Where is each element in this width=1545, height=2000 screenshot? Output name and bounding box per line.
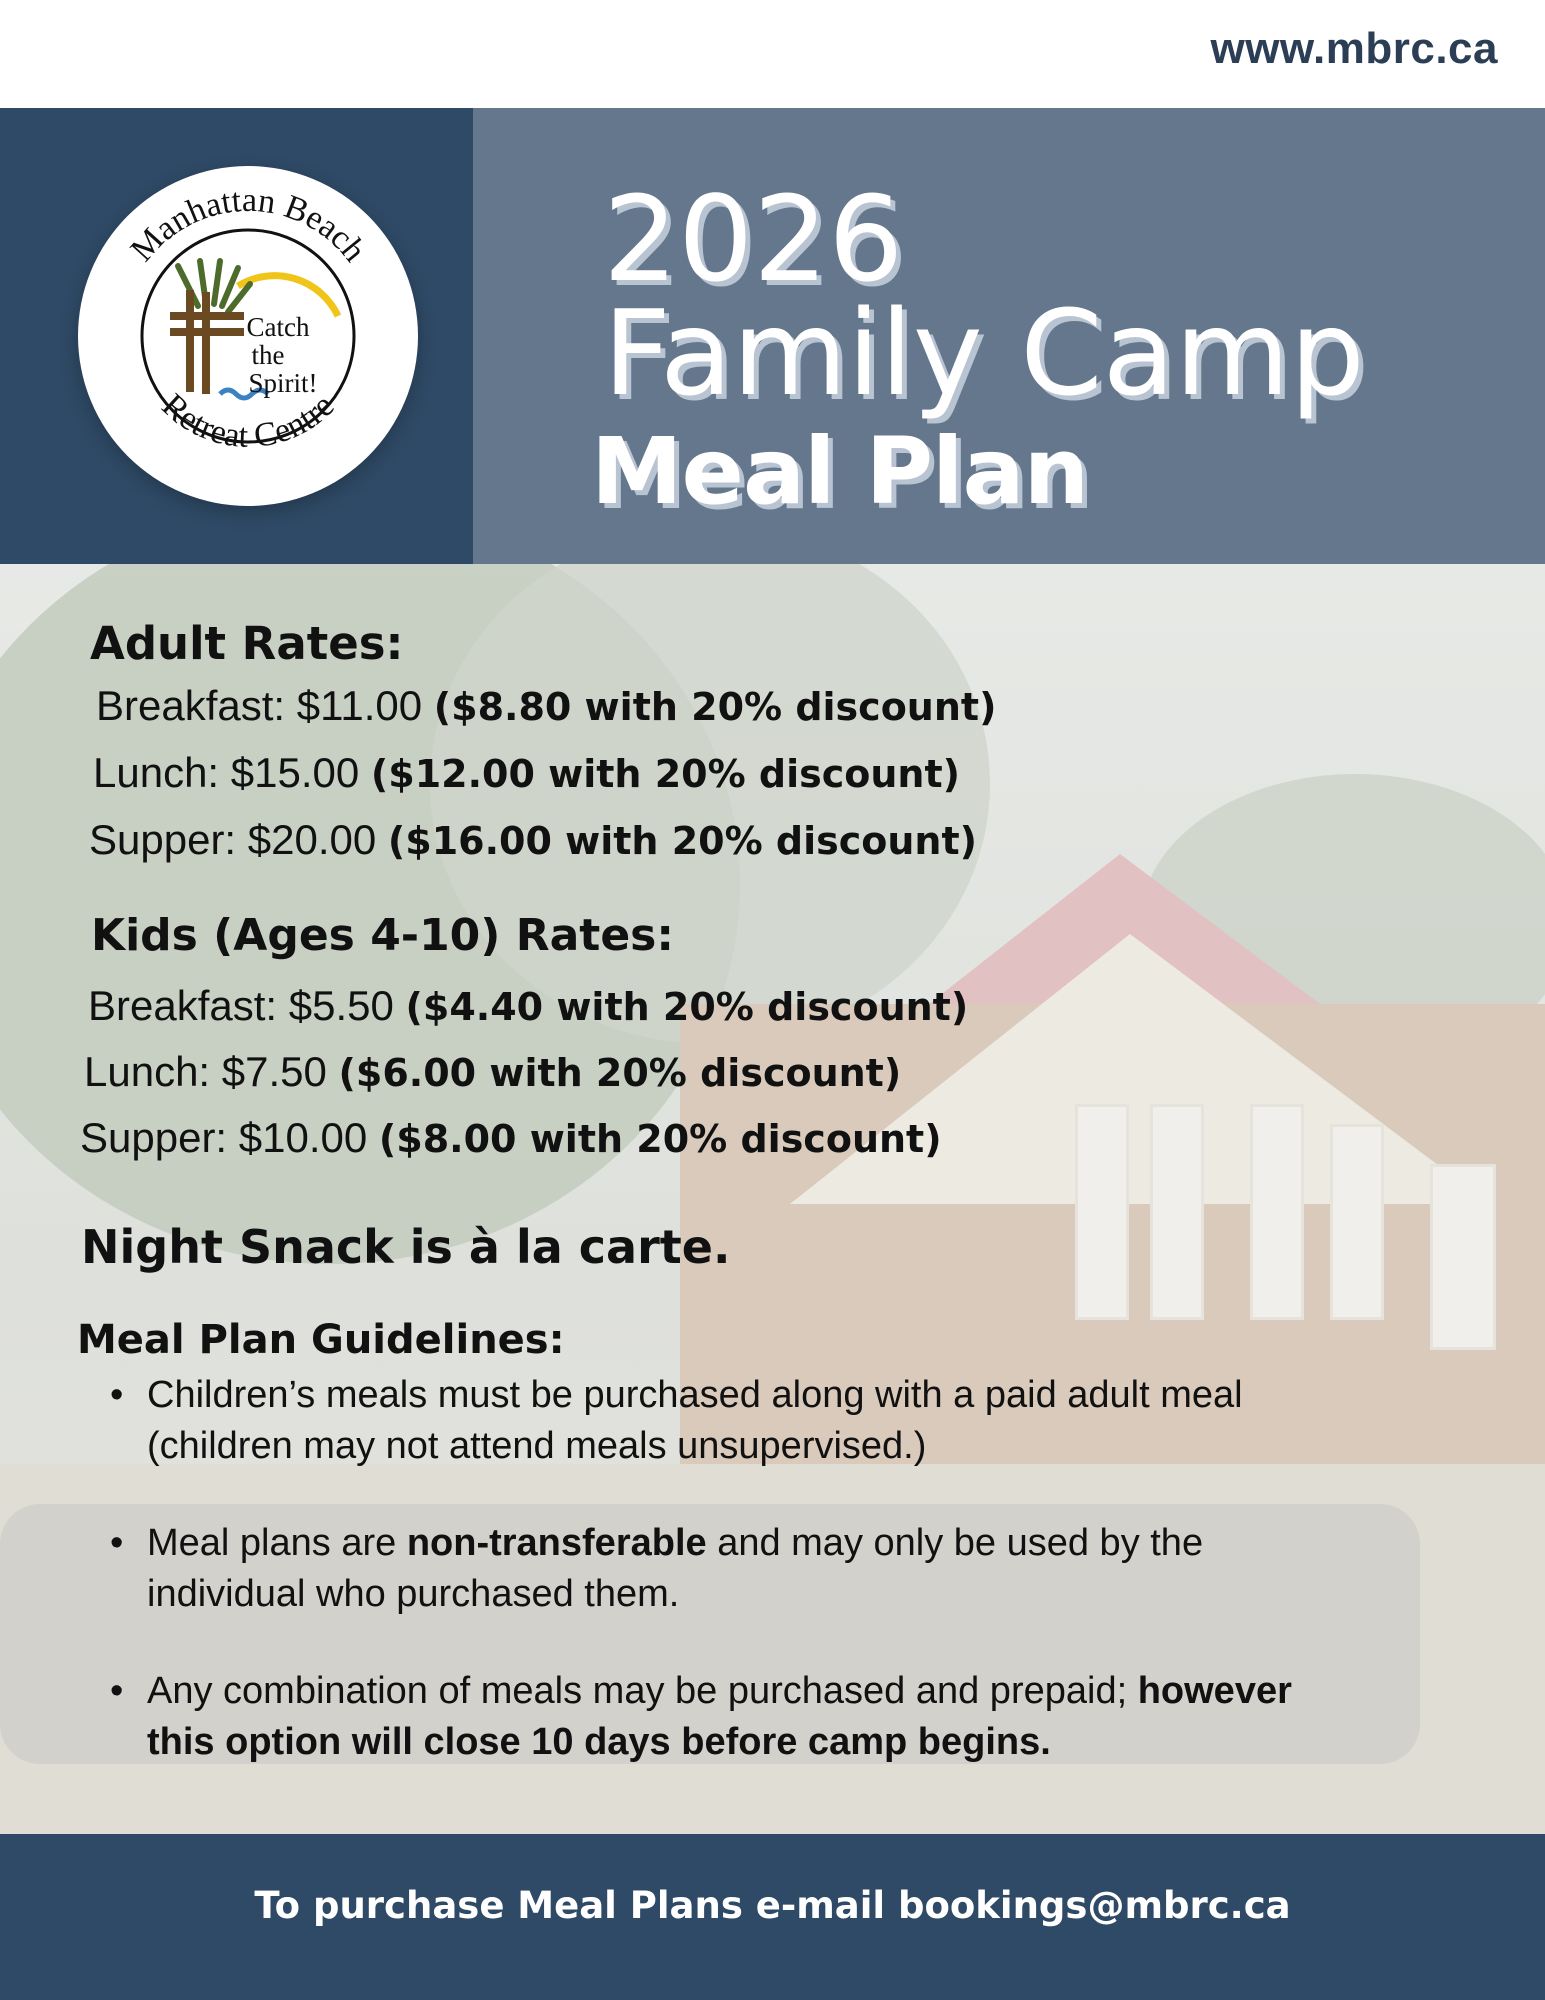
guideline-item: • Children’s meals must be purchased along with a paid adult meal (children may not attend meals unsupervised.) (110, 1370, 1350, 1472)
kids-breakfast-rate: Breakfast: $5.50 ($4.40 with 20% discount) (88, 982, 969, 1029)
adult-supper-rate: Supper: $20.00 ($16.00 with 20% discount) (89, 816, 978, 863)
logo-bottom-text: Retreat Centre (154, 386, 342, 456)
adult-breakfast-rate: Breakfast: $11.00 ($8.80 with 20% discount) (96, 682, 997, 729)
guideline-item: • Meal plans are non-transferable and may only be used by the individual who purchased them. (110, 1518, 1350, 1620)
night-snack-note: Night Snack is à la carte. (81, 1220, 731, 1274)
title-family-camp: Family Camp (603, 284, 1365, 422)
website-url[interactable]: www.mbrc.ca (1210, 24, 1498, 73)
title-meal-plan: Meal Plan (591, 418, 1089, 525)
bullet-icon: • (110, 1522, 124, 1564)
adult-rates-heading: Adult Rates: (90, 617, 404, 670)
guideline-item: • Any combination of meals may be purchased and prepaid; however this option will close 10 days before camp begins. (110, 1666, 1350, 1768)
kids-rates-heading: Kids (Ages 4-10) Rates: (91, 910, 674, 961)
guidelines-list (110, 1370, 1350, 1768)
bullet-icon: • (110, 1374, 124, 1416)
adult-lunch-rate: Lunch: $15.00 ($12.00 with 20% discount) (93, 749, 961, 796)
slogan-line3: Spirit! (248, 368, 318, 398)
logo-top-text: Manhattan Beach (123, 181, 373, 269)
slogan-line1: Catch (246, 312, 310, 342)
bullet-icon: • (110, 1670, 124, 1712)
slogan-line2: the (251, 340, 285, 370)
purchase-instructions[interactable]: To purchase Meal Plans e-mail bookings@mbrc.ca (254, 1884, 1291, 1927)
kids-lunch-rate: Lunch: $7.50 ($6.00 with 20% discount) (84, 1048, 902, 1095)
title-year: 2026 (603, 170, 904, 308)
footer-bar (0, 1834, 1545, 2000)
kids-supper-rate: Supper: $10.00 ($8.00 with 20% discount) (80, 1114, 942, 1161)
guidelines-heading: Meal Plan Guidelines: (77, 1317, 565, 1363)
